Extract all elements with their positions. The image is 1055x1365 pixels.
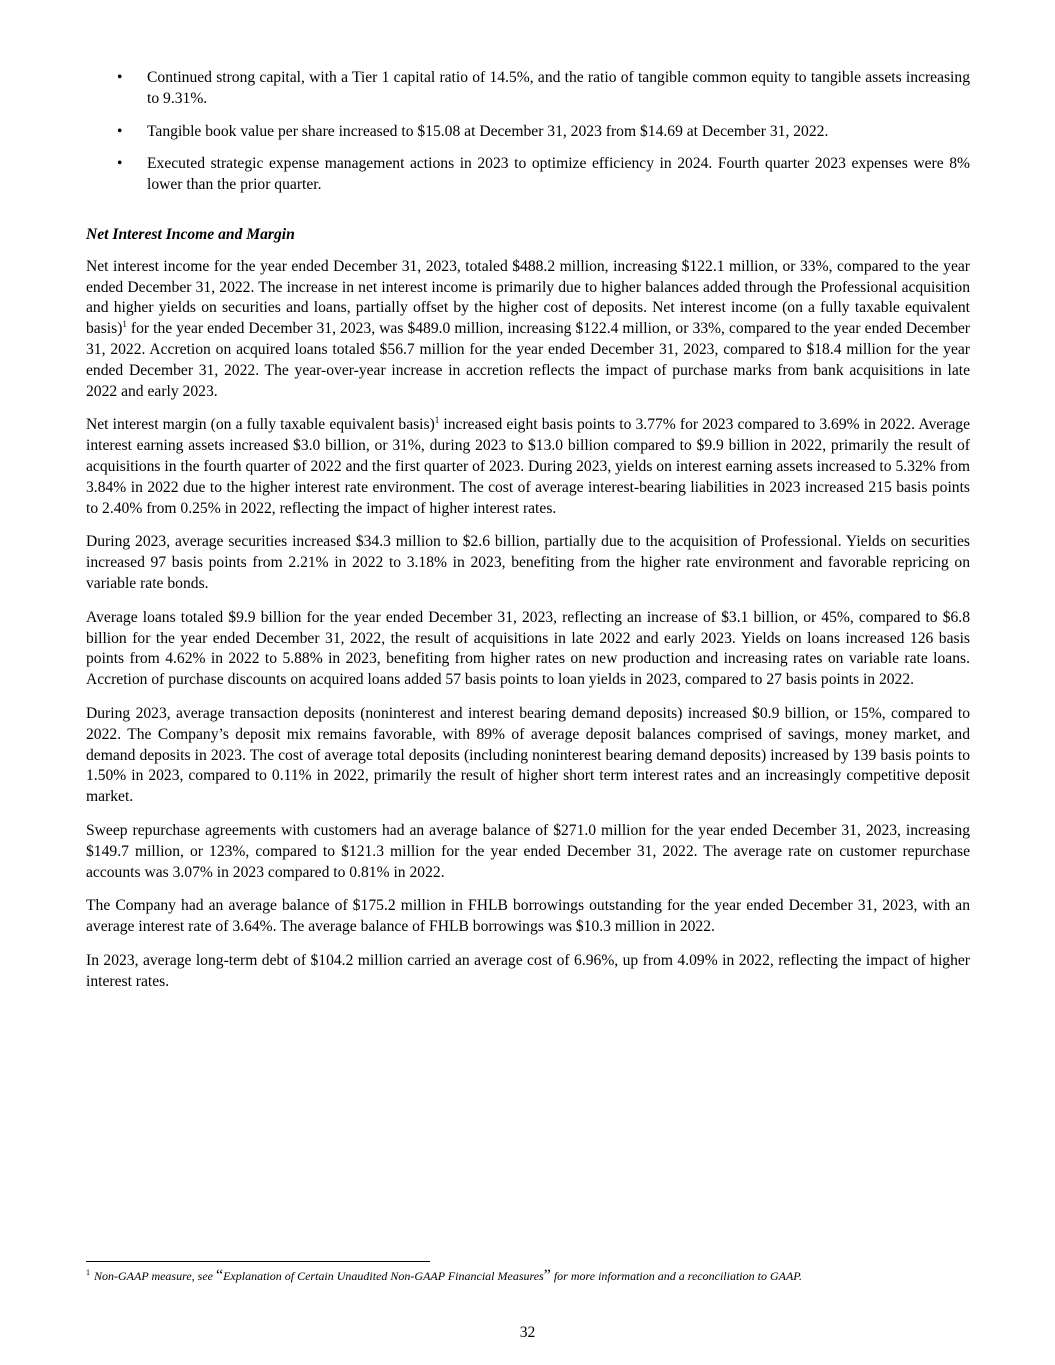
- paragraph-loans: Average loans totaled $9.9 billion for the year ended December 31, 2023, reflecting an increase of $3.1 billion, or 45%, compared to $6.8 billion for the year ended December 31, 2022, the result of acquisitions in late 2022 and early 2023. Yields on loans increased 126 basis points from 4.62% in 2022 to 5.88% in 2023, benefiting from higher rates on new production and increasing rates on variable rate loans. Accretion of purchase discounts on acquired loans added 57 basis points to loan yields in 2023, compared to 27 basis points in 2022.: [86, 608, 970, 689]
- footnote: [86, 1268, 970, 1284]
- section-heading: Net Interest Income and Margin: [86, 225, 295, 243]
- bullet-item-book-value: [86, 122, 970, 143]
- paragraph-deposits: During 2023, average transaction deposits (noninterest and interest bearing demand deposits) increased $0.9 billion, or 15%, compared to 2022. The Company’s deposit mix remains favorable, with 89% of average deposit balances comprised of savings, money market, and demand deposits in 2023. The cost of average total deposits (including noninterest bearing demand deposits) increased by 139 basis points to 1.50% in 2023, compared to 0.11% in 2022, primarily the result of higher short term interest rates and an increasingly competitive deposit market.: [86, 704, 970, 806]
- footnote-open-quote: “: [215, 1267, 224, 1284]
- footnote-reference: 1: [122, 318, 127, 329]
- footnote-divider: [86, 1261, 430, 1262]
- bullet-item-capital: [86, 68, 970, 110]
- paragraph-net-interest-margin: [86, 415, 970, 519]
- bullet-mark: •: [117, 69, 123, 86]
- paragraph-fhlb-borrowings: The Company had an average balance of $175.2 million in FHLB borrowings outstanding for the year ended December 31, 2023, with an average interest rate of 3.64%. The average balance of FHLB borrowings was $10.3 million in 2022.: [86, 897, 970, 936]
- bullet-mark: •: [117, 155, 123, 173]
- paragraph-long-term-debt: In 2023, average long-term debt of $104.2 million carried an average cost of 6.96%, up from 4.09% in 2022, reflecting the impact of higher interest rates.: [86, 951, 970, 990]
- page-number: 32: [519, 1324, 536, 1341]
- paragraph-text: for the year ended December 31, 2023, was $489.0 million, increasing $122.4 million, or 33%, compared to the year ended December 31, 2022. Accretion on acquired loans totaled $56.7 million for the year ended December 31, 2023, compared to $18.4 million for the year ended December 31, 2022. The year-over-year increase in accretion reflects the impact of purchase marks from bank acquisitions in late 2022 and early 2023.: [86, 320, 970, 400]
- page-body: [86, 68, 970, 1005]
- footnote-close-quote: ”: [543, 1267, 551, 1284]
- bullet-item-expense-management: [86, 154, 970, 196]
- paragraph-repurchase-agreements: Sweep repurchase agreements with customers had an average balance of $271.0 million for the year ended December 31, 2023, increasing $149.7 million, or 123%, compared to $121.3 million for the year ended December 31, 2022. The average rate on customer repurchase accounts was 3.07% in 2023 compared to 0.81% in 2022.: [86, 821, 970, 881]
- bullet-text: Continued strong capital, with a Tier 1 capital ratio of 14.5%, and the ratio of tangible common equity to tangible assets increasing to 9.31%.: [147, 69, 970, 107]
- footnote-title: Explanation of Certain Unaudited Non-GAAP Financial Measures: [223, 1269, 544, 1283]
- bullet-text: Tangible book value per share increased to $15.08 at December 31, 2023 from $14.69 at December 31, 2022.: [147, 122, 829, 140]
- footnote-suffix: for more information and a reconciliation to GAAP.: [550, 1269, 803, 1283]
- highlights-bullet-list: [86, 68, 970, 196]
- paragraph-net-interest-income: [86, 257, 970, 403]
- paragraph-text: Net interest margin (on a fully taxable equivalent basis): [86, 416, 435, 434]
- footnote-prefix: Non-GAAP measure, see: [94, 1269, 216, 1283]
- footnote-mark: 1: [86, 1268, 90, 1277]
- paragraph-text: increased eight basis points to 3.77% for 2023 compared to 3.69% in 2022. Average interest earning assets increased $3.0 billion, or 31%, during 2023 to $13.0 billion compared to $9.9 billion in 2022, primarily the result of acquisitions in the fourth quarter of 2022 and the first quarter of 2023. During 2023, yields on interest earning assets increased to 5.32% from 3.84% in 2022 due to the higher interest rate environment. The cost of average interest-bearing liabilities in 2023 increased 215 basis points to 2.40% from 0.25% in 2022, reflecting the impact of higher interest rates.: [86, 416, 970, 517]
- bullet-mark: •: [117, 122, 123, 140]
- footnote-reference: 1: [434, 415, 440, 426]
- bullet-text: Executed strategic expense management actions in 2023 to optimize efficiency in 2024. Fourth quarter 2023 expenses were 8% lower than the prior quarter.: [147, 155, 970, 194]
- paragraph-securities: During 2023, average securities increased $34.3 million to $2.6 billion, partially due to the acquisition of Professional. Yields on securities increased 97 basis points from 2.21% in 2022 to 3.18% in 2023, benefiting from the higher rate environment and favorable repricing on variable rate bonds.: [86, 533, 970, 592]
- paragraph-text: Net interest income for the year ended December 31, 2023, totaled $488.2 million, increasing $122.1 million, or 33%, compared to the year ended December 31, 2022. The increase in net interest income is primarily due to higher balances added through the Professional acquisition and higher yields on securities and loans, partially offset by the higher cost of deposits. Net interest income (on a fully taxable equivalent basis): [86, 257, 970, 338]
